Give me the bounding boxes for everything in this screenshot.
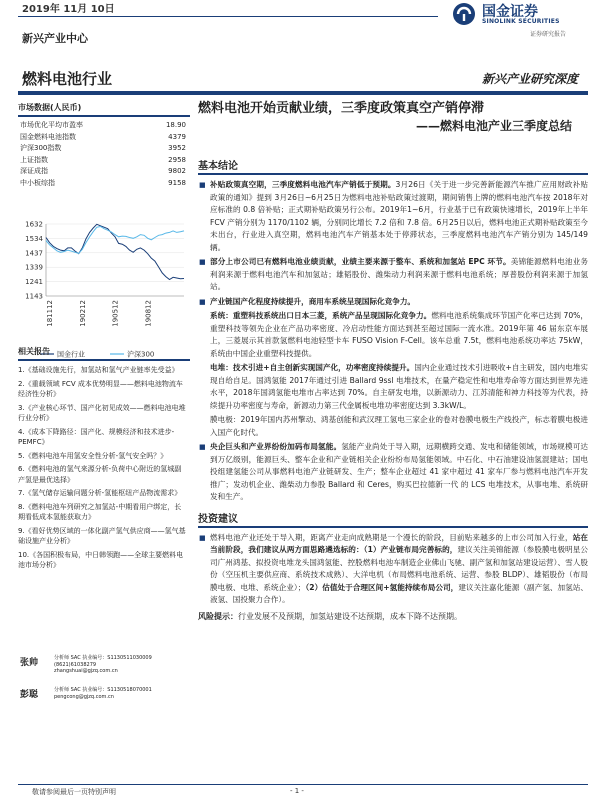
market-row <box>18 120 190 132</box>
market-value: 9158 <box>168 178 186 187</box>
chart-y-tick-label: 1241 <box>25 278 43 287</box>
logo-name-cn: 国金证券 <box>482 4 538 20</box>
analyst-email[interactable]: zhangshuai@gjzq.com.cn <box>54 668 118 674</box>
analyst-name: 彭聪 <box>20 690 39 700</box>
market-value: 2958 <box>168 155 186 164</box>
research-center: 新兴产业中心 <box>22 32 88 45</box>
related-reports <box>18 344 190 574</box>
logo-subtitle: 证券研究报告 <box>530 31 567 38</box>
report-date: 2019年 11月 10日 <box>22 4 115 15</box>
report-subtitle: ——燃料电池产业三季度总结 <box>415 119 572 133</box>
chart-y-tick-label: 1143 <box>25 292 43 301</box>
chart-series-line <box>46 224 184 279</box>
footer-rule <box>18 784 588 785</box>
chart-legend-label: 国金行业 <box>57 350 85 359</box>
market-row <box>18 143 190 155</box>
header-rule <box>18 16 438 17</box>
chart-legend-label: 沪深300 <box>127 350 155 359</box>
analyst-cert: 分析师 SAC 执业编号：S1130511030009 <box>54 655 152 661</box>
related-report-item[interactable]: 6.《燃料电池的氢气来源分析-负荷中心附近的氢城副产氢是最优选择》 <box>18 465 182 484</box>
company-logo <box>452 0 592 40</box>
conclusion-paragraph: 膜电极：2019年国内苏州擎动、鸿基创能和武汉理工氢电三家企业的卷对卷膜电极生产线投产，标志着膜电极进入国产化时代。 <box>210 415 588 437</box>
related-reports-heading: 相关报告 <box>18 344 190 361</box>
report-type: 新兴产业研究深度 <box>481 72 578 86</box>
related-report-item[interactable]: 5.《燃料电池车用氢安全性分析-氢气安全吗？》 <box>18 451 168 460</box>
conclusion-paragraph: ■ 部分上市公司已有燃料电池业绩贡献，业绩主要来源于整车、系统和加氢站 EPC 环节。美锦能源燃料电池业务利润来源于燃料电池汽车和加氢站；雄韬股份、潍柴动力利润来源于燃料电池系统；厚普股份利润来源于加氢站。 <box>198 256 588 294</box>
analyst-cert: 分析师 SAC 执业编号：S1130518070001 <box>54 687 152 693</box>
chart-x-tick-label: 181112 <box>46 300 54 327</box>
related-report-item[interactable]: 10.《各国积极布局，中日韩领跑——全球主要燃料电池市场分析》 <box>18 550 184 569</box>
chart-x-tick-label: 190812 <box>144 300 153 327</box>
investment-paragraph: ■ 燃料电池产业还处于导入期，距离产业走向成熟期是一个漫长的阶段，目前贴来越多的上市公司加入行业，站在当前阶段，我们建议从两方面思路遴选标的：（1）产业链布局完善标的，建议关注美锦能源（参股膜电极明星公司广州鸿基、拟投资电堆龙头国鸿氢能、控股燃料电池车制造企业佛山飞驰、副产氢和加氢站建设运营）、雪人股份（空压机主要供应商、系统技术成熟）、大洋电机（布局燃料电池系统、运营、参股 BLDP）、雄韬股份（布局膜电极、电堆、系统企业）；（2）估值处于合理区间+氢能持续布局公司，建议关注嘉化能源（副产氢、加氢站、液氢、国投聚力合作）。 <box>198 532 588 607</box>
analyst-entry <box>18 684 190 716</box>
conclusion-paragraph: ■ 央企巨头和产业界纷纷加码布局氢能。氢能产业尚处于导入期，远期横跨交通、发电和储能领域，市场规模可达到万亿级别，能源巨头、整车企业和产业链相关企业纷纷布局氢能领域。中石化、中石油建设油氢混建站；国电投组建氢能公司从事燃料电池产业链研发、生产；整车企业超过 41 家中超过 41 家车厂参与燃料电池汽车开发推广；发动机企业、潍柴动力参股 Ballard 和 Ceres，购买巴拉德新一代 的 LCS 电堆技术，从事电堆、系统研发和生产。 <box>198 441 588 504</box>
market-value: 3952 <box>168 144 186 152</box>
risk-warning: 风险提示：行业发展不及预期，加氢站建设不达预期，成本下降不达预期。 <box>198 611 462 621</box>
related-report-item[interactable]: 4.《成本下降路径：国产化、规模经济和技术进步-PEMFC》 <box>18 427 175 446</box>
related-report-item[interactable]: 8.《燃料电池车列研究之加氢站-中期看用户绑定，长期看低成本氢能获取力》 <box>18 502 182 521</box>
conclusion-paragraph: ■ 补贴政策真空期，三季度燃料电池汽车产销低于预期。3月26日《关于进一步完善新能源汽车推广应用财政补贴政策的通知》提到 3月26日~6月25日为燃料电池补贴政策过渡期，期间销售上牌的燃料电池汽车按 2018年对应标准的 0.8 倍补贴；正式期补贴政策另行公布。2019年1~6月，行业基于已有政策快速增长，2019年上半年 FCV 产销分别为 1170/1102 辆，分别同比增长 7.2 倍和 7.8 倍。6月25日以后，燃料电池正式期补贴政策至今未出台，行业进入真空期，燃料电池汽车产销基本处于停滞状态，三季度燃料电池汽车产销分别为 145/149 辆。 <box>198 179 588 254</box>
analyst-details <box>54 655 152 675</box>
market-value: 18.90 <box>165 121 186 129</box>
logo-name-en: SINOLINK SECURITIES <box>482 18 560 25</box>
analyst-block <box>18 652 190 716</box>
market-label: 深证成指 <box>20 167 48 175</box>
market-row <box>18 178 190 190</box>
chart-y-tick-label: 1534 <box>25 234 43 243</box>
chart-x-tick-label: 190212 <box>78 300 87 327</box>
related-report-item[interactable]: 1.《基础设施先行，加氢站和氢气产业链率先受益》 <box>18 366 179 374</box>
conclusion-paragraph: ■ 产业链国产化程度持续提升，商用车系统呈现国际化竞争力。 <box>198 296 588 309</box>
analyst-entry <box>18 652 190 684</box>
market-label: 沪深300指数 <box>20 144 62 152</box>
related-report-item[interactable]: 2.《重载领域 FCV 成本优势明显——燃料电池物流车经济性分析》 <box>18 379 183 398</box>
related-report-item[interactable]: 9.《看好优势区域的一体化副产氢气供应商——氢气基础设施产业分析》 <box>18 526 186 545</box>
market-value: 4379 <box>168 132 186 141</box>
footer-disclaimer[interactable]: 敬请参阅最后一页特别声明 <box>32 788 116 796</box>
chart-y-tick-label: 1437 <box>25 249 43 258</box>
chart-y-tick-label: 1632 <box>25 220 43 229</box>
market-row <box>18 166 190 178</box>
analyst-email[interactable]: pengcong@gjzq.com.cn <box>54 693 114 700</box>
analyst-details <box>54 687 152 700</box>
market-label: 市场优化平均市盈率 <box>20 121 83 129</box>
market-row <box>18 155 190 167</box>
report-body <box>198 100 588 625</box>
related-report-item[interactable]: 3.《产业核心环节、国产化初见成效——燃料电池电堆行业分析》 <box>18 403 186 422</box>
analyst-phone: (8621)61038279 <box>54 661 97 668</box>
chart-x-tick-label: 190512 <box>111 300 120 327</box>
related-report-item[interactable]: 7.《氢气储存运输问题分析-氢能枢纽产品物流需求》 <box>18 489 182 497</box>
market-label: 中小板综指 <box>20 178 55 187</box>
market-row <box>18 132 190 144</box>
basic-conclusion-heading: 基本结论 <box>198 157 588 175</box>
left-sidebar <box>18 100 190 569</box>
conclusion-paragraph: 系统：重塑科技系统出口日本三菱，系统产品呈现国际化竞争力。燃料电池系统集成环节国产化率已达到 70%，重塑科技等领先企业在产品功率密度、冷启动性能方面达到甚至超过国际一流水准。2019年第 46 届东京车展上，三菱展示其首款氢燃料电池轻型卡车 FUSO Vision F-Cell。该车总重 7.5t，燃料电池系统功率达 75kW，系统由中国企业重塑科技提供。 <box>210 311 589 358</box>
market-data-heading: 市场数据(人民币) <box>18 100 190 117</box>
sinolink-logo-icon <box>452 2 476 26</box>
header-thick-rule <box>18 91 588 95</box>
chart-y-tick-label: 1339 <box>25 263 43 272</box>
market-data-table <box>18 120 190 189</box>
market-label: 上证指数 <box>20 155 48 164</box>
analyst-name: 张帅 <box>20 658 39 668</box>
conclusion-paragraph: 电堆：技术引进+自主创新实现国产化，功率密度持续提升。国内企业通过技术引进吸收+自主研发，国内电堆实现自给自足。国鸿氢能 2017年通过引进 Ballard 9ssl 电堆技术，在量产稳定性和电堆寿命等方面达到世界先进水平，2018年国鸿氢能电堆市占率达到 70%。自主研发电堆，以新源动力、江苏清能和神力科技等为代表，持续提升功率密度与寿命，新源动力第三代金属板电堆功率密度达到 3.3kW/L。 <box>210 363 588 410</box>
page-number: - 1 - <box>290 787 304 795</box>
report-title: 燃料电池开始贡献业绩，三季度政策真空产销停滞 <box>198 101 485 116</box>
investment-heading: 投资建议 <box>198 510 588 528</box>
market-label: 国金燃料电池指数 <box>20 132 76 141</box>
market-value: 9802 <box>168 167 186 175</box>
industry-name: 燃料电池行业 <box>22 70 113 88</box>
